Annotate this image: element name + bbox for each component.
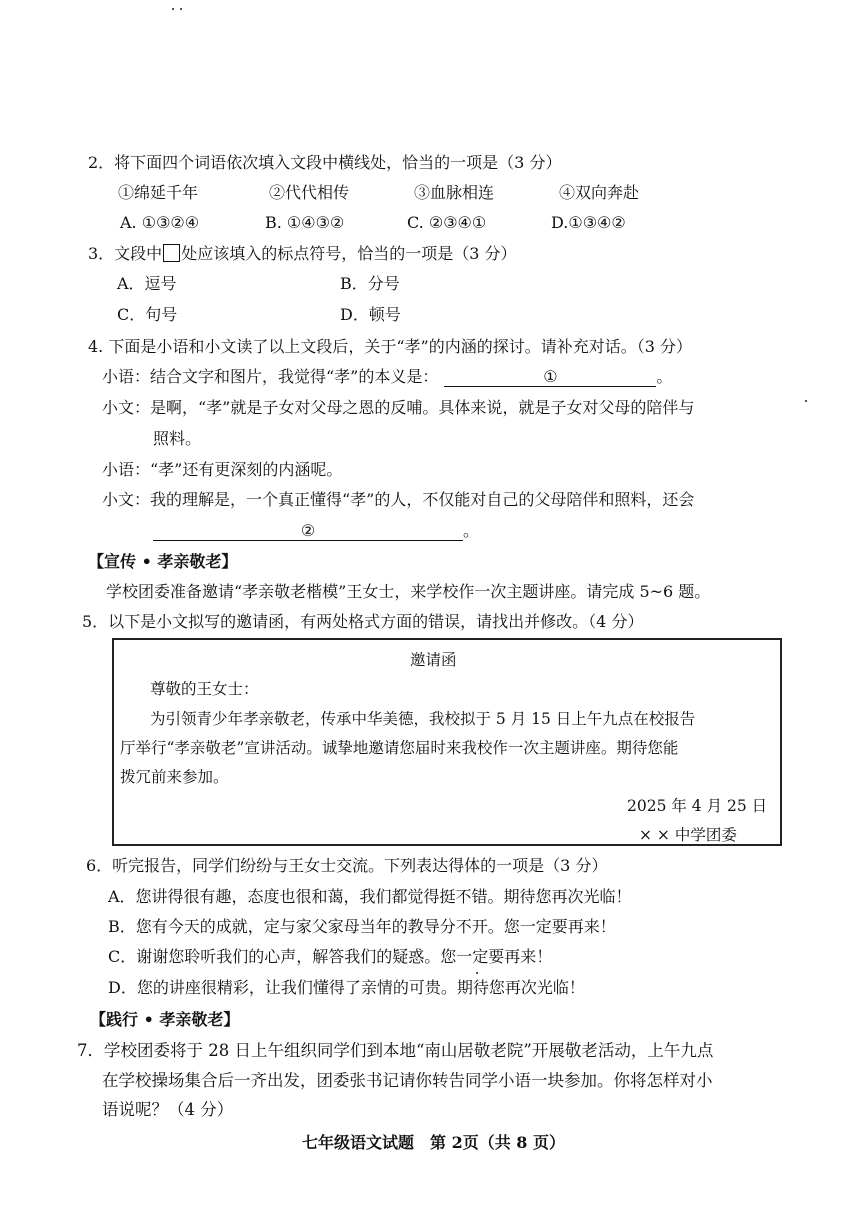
q4-dialog-line4: 小文：我的理解是，一个真正懂得“孝”的人，不仅能对自己的父母陪伴和照料，还会	[102, 490, 695, 509]
scan-speck	[805, 400, 807, 402]
q2-word-3: ③血脉相连	[414, 183, 495, 202]
section-heading-promote: 【宣传 • 孝亲敬老】	[88, 552, 238, 571]
q2-word-2: ②代代相传	[269, 183, 350, 202]
q4-line4-end: 。	[463, 521, 480, 540]
q7-line2: 在学校操场集合后一齐出发，团委张书记请你转告同学小语一块参加。你将怎样对小	[102, 1071, 713, 1090]
q3-stem-after: 处应该填入的标点符号，恰当的一项是（3 分）	[181, 244, 517, 263]
invitation-letter-box	[112, 638, 782, 846]
q2-stem: 2．将下面四个词语依次填入文段中横线处，恰当的一项是（3 分）	[88, 153, 562, 172]
scan-speck	[172, 8, 174, 10]
q2-option-b: B. ①④③②	[265, 213, 345, 232]
q6-option-c: C．谢谢您聆听我们的心声，解答我们的疑惑。您一定要再来！	[108, 947, 553, 966]
letter-date: 2025 年 4 月 25 日	[627, 797, 768, 815]
letter-body-line1: 为引领青少年孝亲敬老，传承中华美德，我校拟于 5 月 15 日上午九点在校报告	[150, 710, 696, 728]
section-heading-practice: 【践行 • 孝亲敬老】	[90, 1010, 240, 1029]
scan-speck	[180, 8, 182, 10]
q2-option-a: A. ①③②④	[120, 213, 200, 232]
answer-blank-1[interactable]	[444, 368, 656, 387]
q4-dialog-line1	[102, 366, 672, 388]
q4-dialog-line4-cont	[153, 520, 479, 542]
q4-dialog-line2: 小文：是啊，“孝”就是子女对父母之恩的反哺。具体来说，就是子女对父母的陪伴与	[102, 398, 695, 417]
blank-2-marker: ②	[300, 521, 316, 540]
q2-word-4: ④双向奔赴	[559, 183, 640, 202]
q4-line1-end: 。	[656, 367, 673, 386]
q7-line1: 7．学校团委将于 28 日上午组织同学们到本地“南山居敬老院”开展敬老活动，上午九点	[77, 1041, 714, 1060]
letter-title: 邀请函	[410, 651, 457, 669]
q5-stem: 5．以下是小文拟写的邀请函，有两处格式方面的错误，请找出并修改。（4 分）	[82, 612, 644, 631]
q3-option-a: A．逗号	[117, 274, 177, 293]
q4-dialog-line2-cont: 照料。	[153, 429, 202, 448]
scan-speck	[476, 972, 478, 974]
letter-salutation: 尊敬的王女士：	[150, 680, 259, 698]
q4-stem: 4. 下面是小语和小文读了以上文段后，关于“孝”的内涵的探讨。请补充对话。（3 分）	[88, 337, 692, 356]
q3-stem-before: 3．文段中	[88, 244, 163, 263]
section-intro-promote: 学校团委准备邀请“孝亲敬老楷模”王女士，来学校作一次主题讲座。请完成 5~6 题。	[106, 582, 711, 601]
q2-option-c: C. ②③④①	[407, 213, 487, 232]
letter-signer: × × 中学团委	[639, 826, 737, 844]
q6-stem: 6．听完报告，同学们纷纷与王女士交流。下列表达得体的一项是（3 分）	[86, 856, 608, 875]
q3-stem	[88, 243, 516, 265]
empty-box-icon	[163, 244, 180, 262]
page-footer: 七年级语文试题 第 2页（共 8 页）	[302, 1133, 565, 1152]
q3-option-d: D．顿号	[340, 305, 401, 324]
q2-word-1: ①绵延千年	[118, 183, 199, 202]
q3-option-b: B．分号	[340, 274, 400, 293]
q6-option-d: D．您的讲座很精彩，让我们懂得了亲情的可贵。期待您再次光临！	[108, 978, 585, 997]
q3-option-c: C．句号	[117, 305, 178, 324]
q7-line3: 语说呢？（4 分）	[102, 1100, 234, 1119]
answer-blank-2[interactable]	[153, 522, 463, 541]
blank-1-marker: ①	[543, 367, 558, 386]
q6-option-a: A．您讲得很有趣，态度也很和蔼，我们都觉得挺不错。期待您再次光临！	[108, 887, 632, 906]
q4-line1-text: 小语：结合文字和图片，我觉得“孝”的本义是：	[102, 367, 439, 386]
letter-body-line2: 厅举行“孝亲敬老”宣讲活动。诚挚地邀请您届时来我校作一次主题讲座。期待您能	[120, 739, 679, 757]
q2-option-d: D.①③④②	[551, 213, 626, 232]
q6-option-b: B．您有今天的成就，定与家父家母当年的教导分不开。您一定要再来！	[108, 917, 616, 936]
q4-dialog-line3: 小语：“孝”还有更深刻的内涵呢。	[102, 460, 343, 479]
letter-body-line3: 拨冗前来参加。	[120, 768, 229, 786]
